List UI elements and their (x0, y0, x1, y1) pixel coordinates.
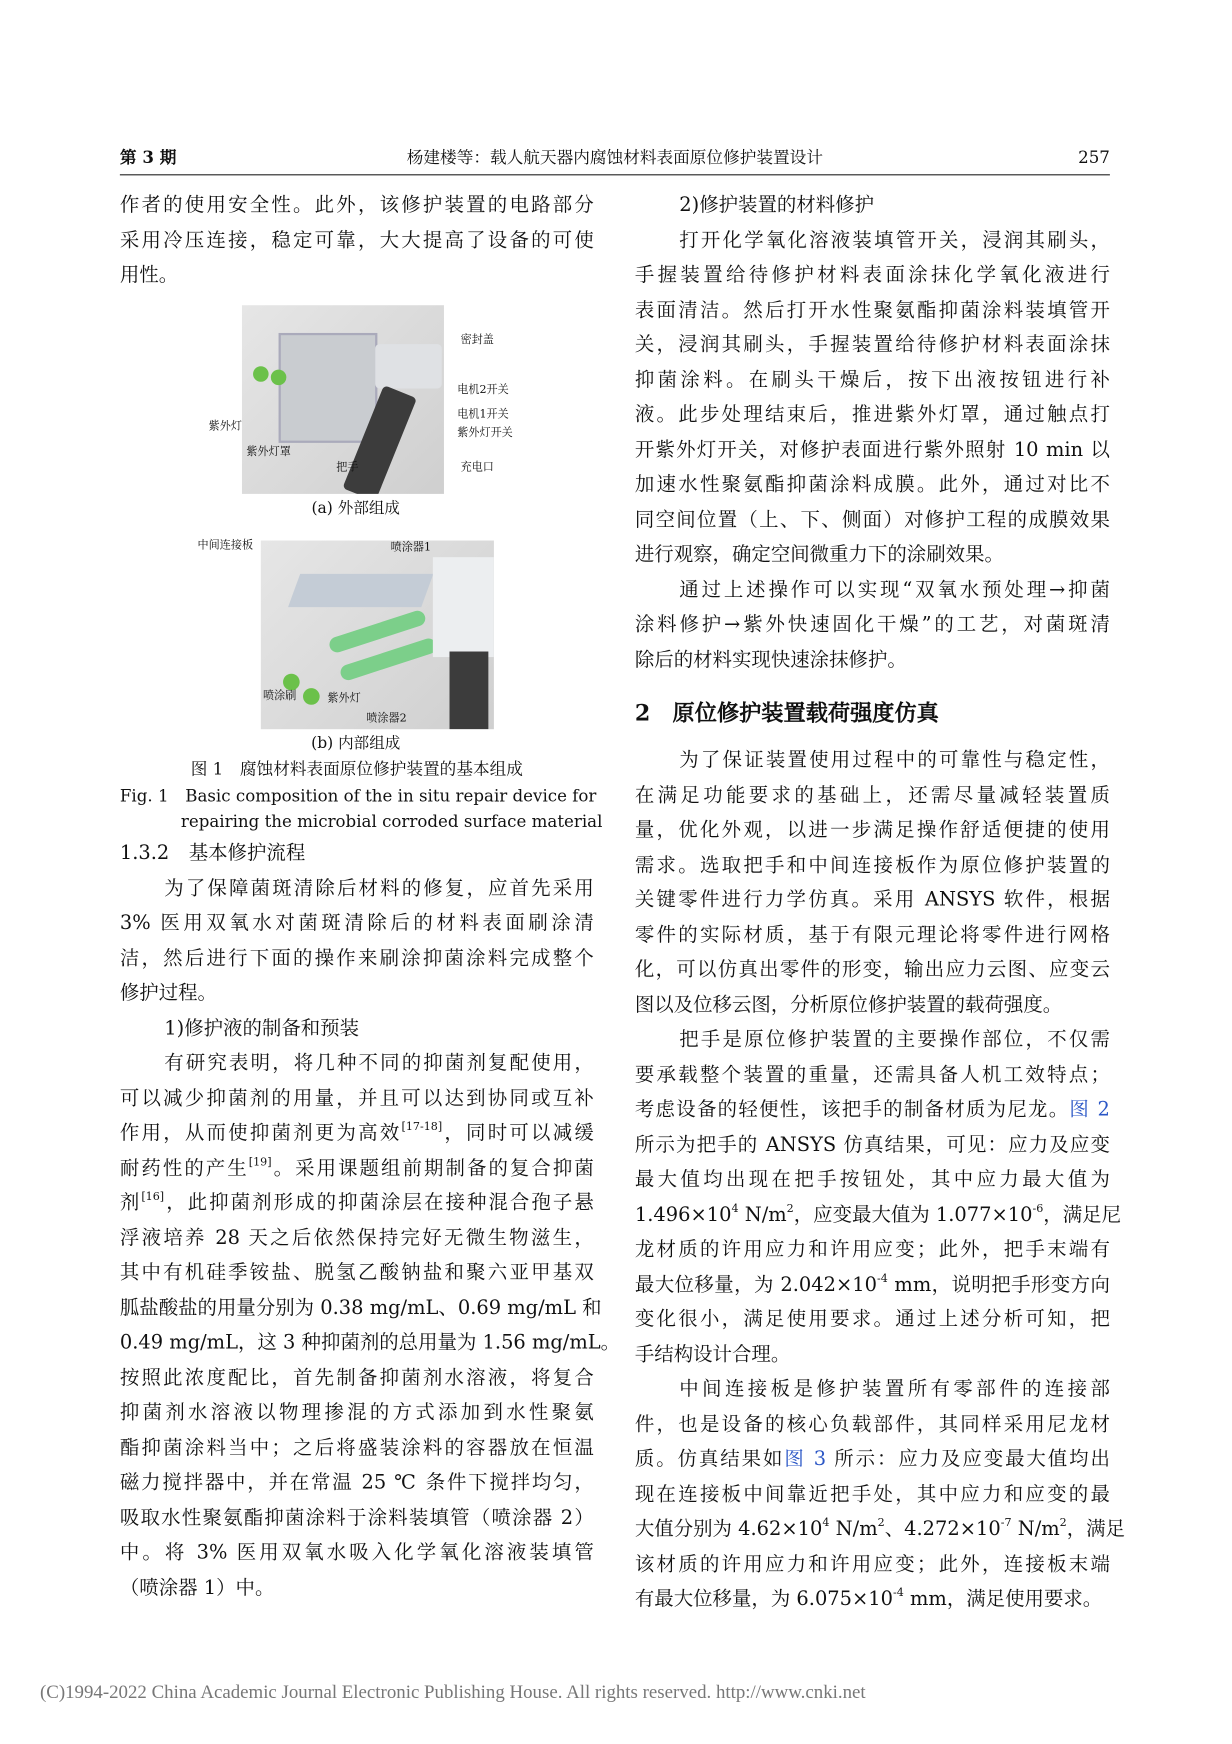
label-uv-cover: 紫外灯罩 (246, 446, 291, 459)
text-segment: 采用冷压连接，稳定可靠，大大提高了设备的可使 (119, 229, 594, 252)
text-segment: 龙材质的许用应力和许用应变；此外，把手末端有 (634, 1238, 1110, 1261)
text-line (635, 1583, 1110, 1618)
superscript: 2 (786, 1202, 794, 1215)
text-segment: 把手是原位修护装置的主要操作部位，不仅需 (679, 1028, 1110, 1052)
text-segment: ，同时可以减缓 (442, 1122, 594, 1145)
label-motor2-switch: 电机2开关 (457, 384, 509, 397)
text-line (635, 538, 1110, 573)
text-line (635, 1233, 1110, 1268)
text-line (635, 398, 1110, 433)
superscript: -4 (876, 1272, 888, 1285)
text-line (635, 1303, 1110, 1338)
uv-lamp-shape (271, 370, 287, 386)
label-sprayer1: 喷涂器1 (390, 541, 432, 554)
text-line (635, 1373, 1110, 1408)
text-segment: 化，可以仿真出零件的形变，输出应力云图、应变云 (634, 958, 1110, 982)
text-segment: 手握装置给待修护材料表面涂抹化学氧化液进行 (634, 264, 1110, 287)
text-segment: ，满足 (1066, 1518, 1126, 1541)
issue-number: 第 3 期 (119, 147, 177, 168)
text-line (635, 294, 1110, 329)
right-column-top (635, 189, 1110, 678)
text-segment: 有最大位移量，为 6.075×10 (634, 1588, 894, 1611)
figure-1-caption-cn: 图 1 腐蚀材料表面原位修护装置的基本组成 (190, 759, 523, 780)
text-line (635, 988, 1110, 1023)
text-line (635, 953, 1110, 988)
text-segment: 表面清洁。然后打开水性聚氨酯抑菌涂料装填管开 (634, 299, 1110, 322)
text-line (120, 1221, 594, 1256)
text-segment: 2)修护装置的材料修护 (679, 194, 875, 217)
text-line (120, 1047, 594, 1082)
text-line (635, 814, 1110, 849)
text-line (635, 468, 1110, 503)
text-segment: 用性。 (119, 264, 179, 287)
text-segment: 剂 (119, 1192, 142, 1215)
text-line (120, 1256, 594, 1291)
text-line (635, 433, 1110, 468)
text-segment: 要承载整个装置的重量，还需具备人机工效特点； (634, 1063, 1110, 1087)
text-segment: 有研究表明，将几种不同的抑菌剂复配使用， (164, 1052, 594, 1075)
text-segment: 1)修护液的制备和预装 (164, 1017, 360, 1040)
superscript: 4 (822, 1517, 830, 1530)
text-segment: 3% 医用双氧水对菌斑清除后的材料表面刷涂清 (119, 912, 594, 935)
uv-lamp-shape (303, 688, 320, 705)
text-segment: 零件的实际材质，基于有限元理论将零件进行网格 (634, 923, 1110, 947)
text-segment: 作用，从而使抑菌剂更为高效 (119, 1122, 402, 1145)
text-segment: 变化很小，满足使用要求。通过上述分析可知，把 (634, 1308, 1110, 1331)
text-segment: 可以减少抑菌剂的用量，并且可以达到协同或互补 (119, 1087, 594, 1110)
text-segment: ，满足尼 (1043, 1203, 1121, 1226)
text-line (635, 573, 1110, 608)
text-line (119, 1291, 602, 1326)
text-segment: 1.496×10 (634, 1203, 732, 1226)
text-segment: ，此抑菌剂形成的抑菌涂层在接种混合孢子悬 (164, 1192, 594, 1215)
text-segment: 进行观察，确定空间微重力下的涂刷效果。 (634, 543, 1004, 567)
text-line (635, 1268, 1110, 1303)
text-segment: 在满足功能要求的基础上，还需尽量减轻装置质 (634, 784, 1110, 807)
text-line (635, 1338, 1110, 1373)
label-motor1-switch: 电机1开关 (457, 408, 509, 421)
left-column-main (119, 872, 621, 1606)
subsection-heading: 1.3.2 基本修护流程 (119, 842, 306, 865)
superscript: -6 (1032, 1202, 1044, 1215)
copyright-footer: (C)1994-2022 China Academic Journal Electronic Publishing House. All rights reserved. http://www.cnki.net (39, 1681, 866, 1703)
text-segment: mm，说明把手形变方向 (887, 1273, 1110, 1296)
text-segment: 耐药性的产生 (119, 1157, 249, 1180)
figure-1-caption-en-line1: Fig. 1 Basic composition of the in situ repair device for (119, 785, 597, 806)
text-segment: 磁力搅拌器中，并在常温 25 ℃ 条件下搅拌均匀， (119, 1471, 594, 1494)
text-line (635, 1443, 1110, 1478)
middle-plate-shape (288, 574, 433, 607)
text-line (120, 1012, 594, 1047)
label-uv-lamp-b: 紫外灯 (327, 692, 361, 705)
superscript: [16] (141, 1190, 165, 1204)
text-line (120, 1186, 594, 1221)
text-line (120, 872, 594, 907)
text-segment: 该材质的许用应力和许用应变；此外，连接板末端 (634, 1553, 1110, 1576)
text-segment: 酯抑菌涂料当中；之后将盛装涂料的容器放在恒温 (119, 1436, 594, 1459)
text-line (120, 1501, 594, 1536)
text-segment: 现在连接板中间靠近把手处，其中应力和应变的最 (634, 1483, 1110, 1506)
label-brush: 喷涂刷 (263, 690, 297, 703)
text-segment: mm，满足使用要求。 (903, 1588, 1103, 1611)
text-line (120, 1466, 594, 1501)
label-charge-port: 充电口 (460, 461, 494, 474)
label-uv-switch: 紫外灯开关 (457, 427, 513, 440)
text-segment: 通过上述操作可以实现“双氧水预处理→抑菌 (679, 578, 1110, 602)
text-segment: 中。将 3% 医用双氧水吸入化学氧化溶液装填管 (119, 1541, 594, 1564)
text-segment: 作者的使用安全性。此外，该修护装置的电路部分 (119, 194, 594, 217)
text-line (635, 1023, 1110, 1058)
right-column-main (634, 744, 1126, 1618)
label-uv-lamp: 紫外灯 (208, 420, 242, 433)
text-line (120, 189, 594, 224)
figure-1b-caption: (b) 内部组成 (311, 734, 401, 753)
text-segment: 其中有机硅季铵盐、脱氢乙酸钠盐和聚六亚甲基双 (119, 1261, 594, 1285)
text-segment: 按照此浓度配比，首先制备抑菌剂水溶液，将复合 (119, 1366, 594, 1390)
text-line (120, 1571, 594, 1606)
text-segment: 关，浸润其刷头，手握装置给待修护材料表面涂抹 (634, 334, 1110, 357)
text-line (635, 608, 1110, 643)
uv-lamp-shape (283, 674, 300, 691)
text-line (635, 1128, 1110, 1163)
text-line (634, 1198, 1121, 1233)
text-segment: N/m (1011, 1518, 1060, 1541)
text-line (120, 1117, 594, 1152)
text-line (120, 1361, 594, 1396)
device-head-shape (433, 557, 494, 657)
text-segment: 0.49 mg/mL，这 3 种抑菌剂的总用量为 1.56 mg/mL。 (119, 1331, 621, 1355)
text-line (120, 1082, 594, 1117)
text-segment: 最大值均出现在把手按钮处，其中应力最大值为 (634, 1168, 1110, 1191)
text-segment: 。采用课题组前期制备的复合抑菌 (271, 1157, 594, 1180)
text-line (635, 883, 1110, 918)
text-segment: 除后的材料实现快速涂抹修护。 (634, 648, 907, 671)
text-line (635, 918, 1110, 953)
text-segment: 修护过程。 (119, 982, 217, 1005)
text-segment: 抑菌涂料。在刷头干燥后，按下出液按钮进行补 (634, 369, 1110, 392)
text-line (635, 189, 1110, 224)
text-segment: N/m (829, 1518, 878, 1541)
text-segment: 最大位移量，为 2.042×10 (634, 1273, 877, 1296)
running-title: 杨建楼等：载人航天器内腐蚀材料表面原位修护装置设计 (406, 147, 823, 168)
text-segment: 浮液培养 28 天之后依然保持完好无微生物滋生， (119, 1226, 594, 1250)
text-line (635, 224, 1110, 259)
text-line (120, 1536, 594, 1571)
text-line (635, 744, 1110, 779)
superscript: 2 (1059, 1517, 1067, 1530)
text-line (635, 849, 1110, 884)
text-segment: 抑菌剂水溶液以物理掺混的方式添加到水性聚氨 (119, 1401, 594, 1425)
text-segment: 涂料修护→紫外快速固化干燥”的工艺，对菌斑清 (634, 613, 1110, 636)
text-line (635, 503, 1110, 538)
text-line (120, 1431, 594, 1466)
superscript: 2 (877, 1517, 885, 1530)
figure-1-caption-en-line2: repairing the microbial corroded surface material (180, 811, 603, 832)
text-segment: 开紫外灯开关，对修护表面进行紫外照射 10 min 以 (634, 438, 1110, 462)
device-head-shape (375, 344, 442, 388)
label-seal-cap: 密封盖 (460, 334, 494, 347)
figure-link[interactable]: 图 3 (784, 1448, 827, 1471)
text-segment: N/m (738, 1203, 787, 1226)
text-segment: （喷涂器 1）中。 (119, 1576, 275, 1599)
text-segment: 量，优化外观，以进一步满足操作舒适便捷的使用 (634, 819, 1110, 842)
text-line (120, 907, 594, 942)
text-segment: 同空间位置（上、下、侧面）对修护工程的成膜效果 (634, 508, 1110, 532)
text-line (635, 329, 1110, 364)
text-line (635, 1163, 1110, 1198)
figure-link[interactable]: 图 2 (1069, 1098, 1110, 1121)
handle-shape (450, 652, 489, 730)
text-line (120, 259, 594, 294)
text-segment: 件，也是设备的核心负载部件，其同样采用尼龙材 (634, 1413, 1110, 1436)
text-segment: ，应变最大值为 1.077×10 (793, 1203, 1033, 1226)
text-segment: 考虑设备的轻便性，该把手的制备材质为尼龙。 (634, 1098, 1070, 1121)
text-line (635, 1093, 1110, 1128)
label-sprayer2: 喷涂器2 (366, 712, 407, 725)
label-handle: 把手 (336, 461, 359, 474)
uv-lamp-shape (253, 366, 269, 382)
text-segment: 打开化学氧化溶液装填管开关，浸润其刷头， (679, 229, 1110, 252)
left-column-top (120, 189, 594, 294)
text-line (635, 1058, 1110, 1093)
text-line (635, 1408, 1110, 1443)
text-line (635, 1548, 1110, 1583)
text-segment: 关键零件进行力学仿真。采用 ANSYS 软件，根据 (634, 889, 1110, 912)
text-line (120, 1396, 594, 1431)
text-segment: 洁，然后进行下面的操作来刷涂抑菌涂料完成整个 (119, 947, 594, 970)
text-line (120, 977, 594, 1012)
text-line (635, 259, 1110, 294)
text-segment: 吸取水性聚氨酯抑菌涂料于涂料装填管（喷涂器 2） (119, 1506, 594, 1529)
text-segment: 加速水性聚氨酯抑菌涂料成膜。此外，通过对比不 (634, 473, 1110, 497)
superscript: [19] (248, 1155, 272, 1169)
text-line (635, 779, 1110, 814)
text-line (120, 942, 594, 977)
text-line (635, 643, 1110, 678)
superscript: -4 (893, 1587, 904, 1600)
uv-lamp-cover-shape (279, 333, 378, 443)
text-segment: 所示：应力及应变最大值均出 (826, 1448, 1110, 1471)
section-heading: 2 原位修护装置载荷强度仿真 (634, 699, 939, 726)
superscript: -7 (1000, 1517, 1012, 1530)
superscript: [17-18] (401, 1120, 443, 1134)
page-number: 257 (1078, 147, 1110, 168)
text-segment: 为了保证装置使用过程中的可靠性与稳定性， (679, 749, 1110, 772)
text-line (635, 363, 1110, 398)
figure-1a-caption: (a) 外部组成 (311, 499, 400, 518)
text-segment: 需求。选取把手和中间连接板作为原位修护装置的 (634, 854, 1110, 877)
text-line (634, 1513, 1126, 1548)
text-segment: 中间连接板是修护装置所有零部件的连接部 (679, 1378, 1110, 1401)
text-line (119, 1326, 621, 1361)
text-segment: 液。此步处理结束后，推进紫外灯罩，通过触点打 (634, 404, 1110, 427)
superscript: 4 (731, 1202, 739, 1215)
text-segment: 所示为把手的 ANSYS 仿真结果，可见：应力及应变 (634, 1133, 1110, 1156)
text-segment: 图以及位移云图，分析原位修护装置的载荷强度。 (634, 993, 1063, 1017)
text-segment: 大值分别为 4.62×10 (634, 1518, 823, 1541)
text-segment: 质。仿真结果如 (634, 1448, 785, 1471)
text-segment: 手结构设计合理。 (634, 1343, 791, 1366)
text-line (635, 1478, 1110, 1513)
text-segment: 胍盐酸盐的用量分别为 0.38 mg/mL、0.69 mg/mL 和 (119, 1296, 602, 1320)
text-segment: 为了保障菌斑清除后材料的修复，应首先采用 (164, 877, 594, 900)
text-segment: 、4.272×10 (884, 1518, 1001, 1541)
text-line (120, 1152, 594, 1187)
text-line (120, 224, 594, 259)
header-rule (120, 174, 1110, 175)
label-middle-plate: 中间连接板 (197, 539, 254, 552)
